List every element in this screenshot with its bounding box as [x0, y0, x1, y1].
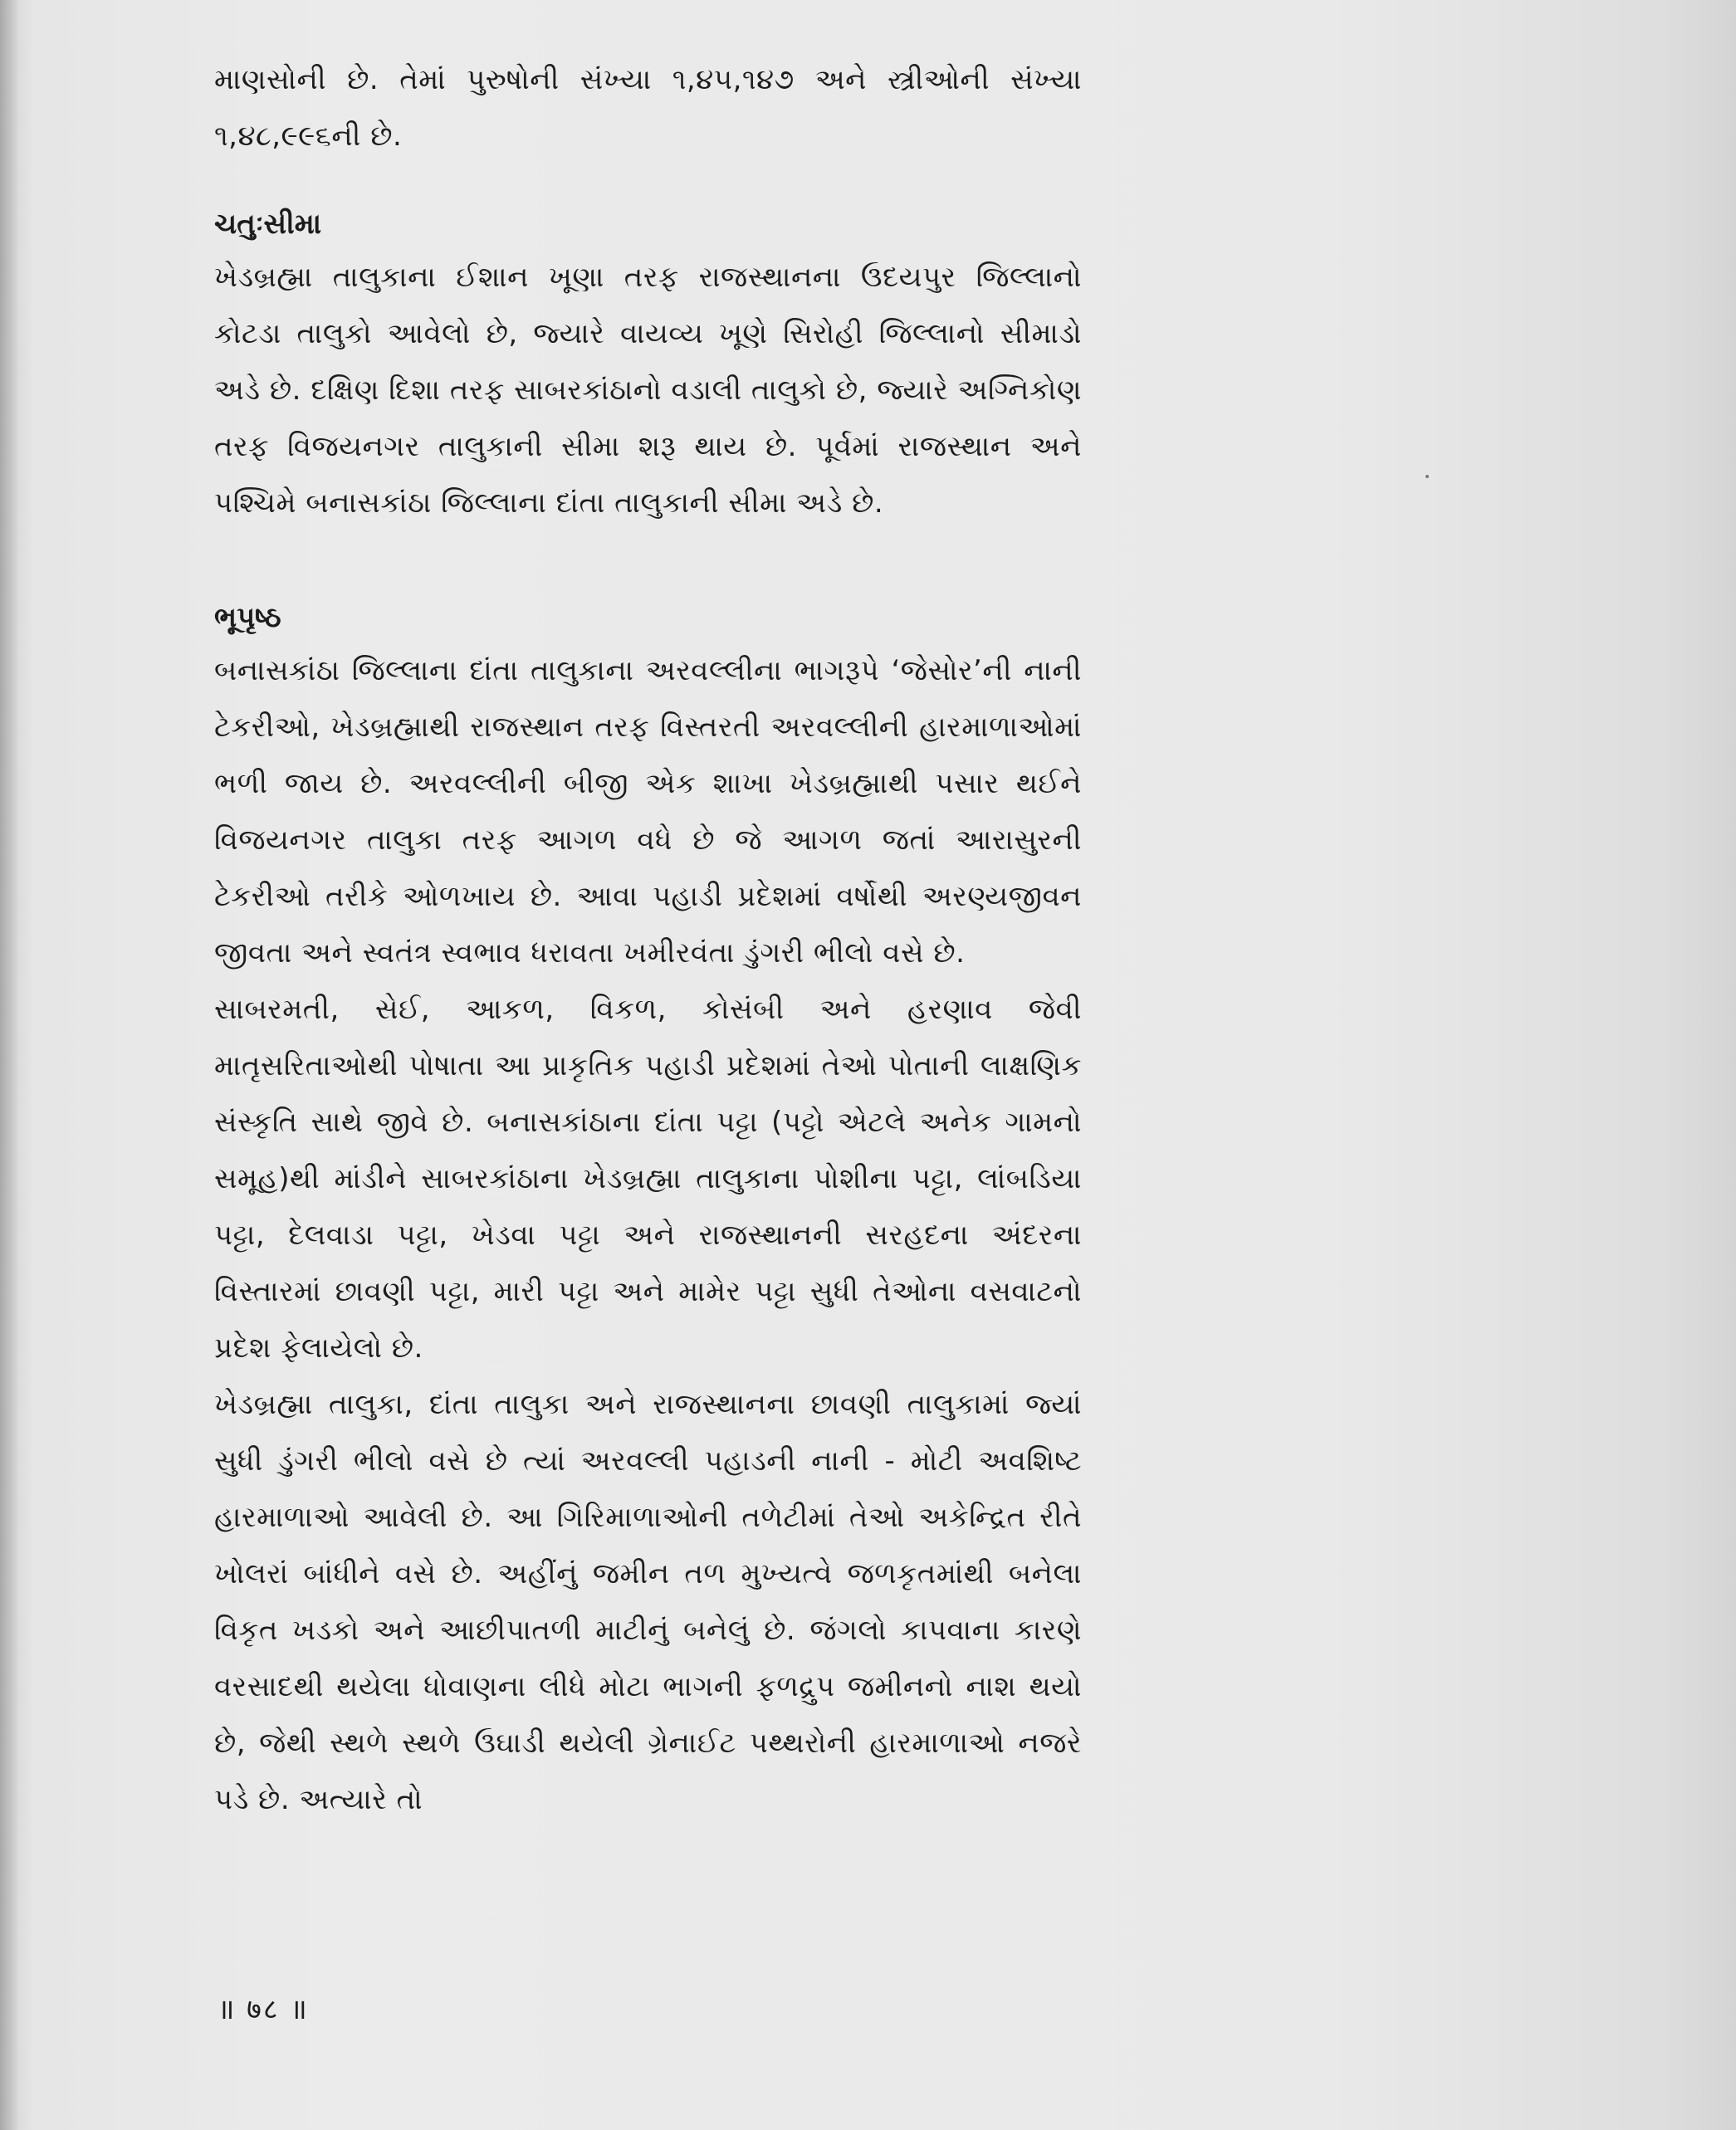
- paragraph-boundaries: ખેડબ્રહ્મા તાલુકાના ઈશાન ખૂણા તરફ રાજસ્થાનના ઉદયપુર જિલ્લાનો કોટડા તાલુકો આવેલો છે, જ્યારે વાયવ્ય ખૂણે સિરોહી જિલ્લાનો સીમાડો અડે છે. દક્ષિણ દિશા તરફ સાબરકાંઠાનો વડાલી તાલુકો છે, જ્યારે અગ્નિકોણ તરફ વિજયનગર તાલુકાની સીમા શરૂ થાય છે. પૂર્વમાં રાજસ્થાન અને પશ્ચિમે બનાસકાંઠા જિલ્લાના દાંતા તાલુકાની સીમા અડે છે.: [214, 261, 1082, 520]
- intro-paragraph: માણસોની છે. તેમાં પુરુષોની સંખ્યા ૧,૪૫,૧૪૭ અને સ્ત્રીઓની સંખ્યા ૧,૪૮,૯૯૬ની છે.: [214, 63, 1082, 153]
- section-heading-boundaries: ચતુઃસીમા: [214, 208, 322, 241]
- paper-speck: [1425, 475, 1429, 478]
- page-binding-edge: [0, 0, 18, 2130]
- section-heading-topography: ભૂપૃષ્ઠ: [214, 601, 281, 634]
- paragraph-topography-3: ખેડબ્રહ્મા તાલુકા, દાંતા તાલુકા અને રાજસ્થાનના છાવણી તાલુકામાં જ્યાં સુધી ડુંગરી ભીલો વસે છે ત્યાં અરવલ્લી પહાડની નાની - મોટી અવશિષ્ટ હારમાળાઓ આવેલી છે. આ ગિરિમાળાઓની તળેટીમાં તેઓ અકેન્દ્રિત રીતે ખોલરાં બાંધીને વસે છે. અહીંનું જમીન તળ મુખ્યત્વે જળકૃતમાંથી બનેલા વિકૃત ખડકો અને આછીપાતળી માટીનું બનેલું છે. જંગલો કાપવાના કારણે વરસાદથી થયેલા ધોવાણના લીધે મોટા ભાગની ફળદ્રુપ જમીનનો નાશ થયો છે, જેથી સ્થળે સ્થળે ઉઘાડી થયેલી ગ્રેનાઈટ પથ્થરોની હારમાળાઓ નજરે પડે છે. અત્યારે તો: [214, 1388, 1082, 1816]
- paragraph-topography-2: સાબરમતી, સેઈ, આકળ, વિકળ, કોસંબી અને હરણાવ જેવી માતૃસરિતાઓથી પોષાતા આ પ્રાકૃતિક પહાડી પ્રદેશમાં તેઓ પોતાની લાક્ષણિક સંસ્કૃતિ સાથે જીવે છે. બનાસકાંઠાના દાંતા પટ્ટા (પટ્ટો એટલે અનેક ગામનો સમૂહ)થી માંડીને સાબરકાંઠાના ખેડબ્રહ્મા તાલુકાના પોશીના પટ્ટા, લાંબડિયા પટ્ટા, દેલવાડા પટ્ટા, ખેડવા પટ્ટા અને રાજસ્થાનની સરહદના અંદરના વિસ્તારમાં છાવણી પટ્ટા, મારી પટ્ટા અને મામેર પટ્ટા સુધી તેઓના વસવાટનો પ્રદેશ ફેલાયેલો છે.: [214, 993, 1082, 1365]
- paragraph-topography-1: બનાસકાંઠા જિલ્લાના દાંતા તાલુકાના અરવલ્લીના ભાગરૂપે ‘જેસોર’ની નાની ટેકરીઓ, ખેડબ્રહ્માથી રાજસ્થાન તરફ વિસ્તરતી અરવલ્લીની હારમાળાઓમાં ભળી જાય છે. અરવલ્લીની બીજી એક શાખા ખેડબ્રહ્માથી પસાર થઈને વિજયનગર તાલુકા તરફ આગળ વધે છે જે આગળ જતાં આરાસુરની ટેકરીઓ તરીકે ઓળખાય છે. આવા પહાડી પ્રદેશમાં વર્ષોથી અરણ્યજીવન જીવતા અને સ્વતંત્ર સ્વભાવ ધરાવતા ખમીરવંતા ડુંગરી ભીલો વસે છે.: [214, 654, 1082, 970]
- body-text: [214, 51, 1082, 1828]
- page-number: ॥ ७८ ॥: [218, 1993, 309, 2026]
